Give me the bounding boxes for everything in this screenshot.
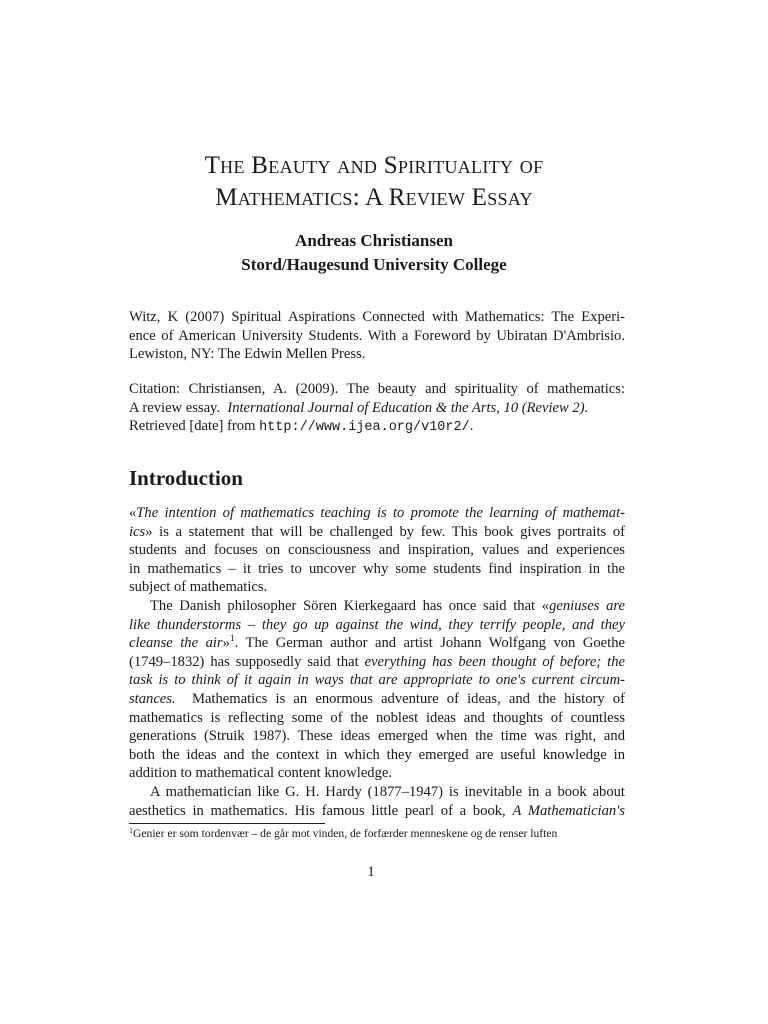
section-heading-introduction: Introduction <box>129 466 243 490</box>
p2-line-1-text: The Danish philosopher Sören Kierkegaard has once said that « <box>150 597 550 614</box>
book-title-italic: A Mathematician's <box>512 802 625 819</box>
guillemet-open: « <box>129 505 137 521</box>
reference-line-1: Witz, K (2007) Spiritual Aspirations Connected with Mathematics: The Experi- <box>129 309 625 325</box>
kierkegaard-quote-start: geniuses are <box>549 597 625 614</box>
author-block <box>120 229 628 277</box>
title-line-2: Mathematics: A Review Essay <box>215 184 533 211</box>
citation-block <box>129 380 625 438</box>
p1-line-1 <box>129 504 625 523</box>
reference-line-3: Lewiston, NY: The Edwin Mellen Press. <box>129 346 366 363</box>
p1-line-5: subject of mathematics. <box>129 579 268 596</box>
footnote-text: Genier er som tordenvær – de går mot vinden, de forfærder menneskene og de renser luften <box>133 827 558 840</box>
citation-period: . <box>469 418 474 435</box>
p2-line-9: both the ideas and the context in which they emerged are useful knowledge in <box>129 746 625 763</box>
p2-line-6 <box>129 690 625 709</box>
author-affiliation: Stord/Haugesund University College <box>241 255 507 274</box>
p2-line-3-text: . The German author and artist Johann Wolfgang von Goethe <box>234 635 625 652</box>
title-line-1: The Beauty and Spirituality of <box>204 152 544 179</box>
p2-line-7: mathematics is reflecting some of the noblest ideas and thoughts of countless <box>129 709 625 726</box>
body-text <box>129 504 625 820</box>
footnote-marker[interactable]: 1 <box>229 634 235 645</box>
kierkegaard-quote: like thunderstorms – they go up against the wind, they terrify people, and they <box>129 616 625 633</box>
p2-line-5 <box>129 671 625 690</box>
p1-line-3: students and focuses on consciousness and inspiration, values and experiences <box>129 542 625 559</box>
citation-line-1: Citation: Christiansen, A. (2009). The beauty and spirituality of mathematics: <box>129 381 625 397</box>
p2-line-3 <box>129 634 625 653</box>
guillemet-close: » <box>222 635 230 652</box>
journal-name: International Journal of Education & the Arts, 10 (Review 2). <box>227 399 589 416</box>
retrieved-text: Retrieved [date] from <box>129 418 256 435</box>
footnote-mark: 1 <box>129 826 133 835</box>
p1-line-2-text: » is a statement that will be challenged by few. This book gives portraits of <box>145 523 625 540</box>
kierkegaard-quote-end: cleanse the air <box>129 635 223 652</box>
p2-line-1 <box>129 597 625 616</box>
quote-italic-end: ics <box>129 523 146 540</box>
p2-line-8: generations (Struik 1987). These ideas emerged when the time was right, and <box>129 728 625 745</box>
quote-italic: The intention of mathematics teaching is to promote the learning of mathemat- <box>136 505 625 521</box>
p3-line-2-text: aesthetics in mathematics. His famous little pearl of a book, <box>129 802 506 819</box>
reference-line-2: ence of American University Students. With a Foreword by Ubiratan D'Ambrisio. <box>129 327 625 344</box>
goethe-quote-end: stances. <box>129 690 176 707</box>
p1-line-4: in mathematics – it tries to uncover why some students find inspiration in the <box>129 560 625 577</box>
p2-line-4-text: (1749–1832) has supposedly said that <box>129 653 359 670</box>
goethe-quote-start: everything has been thought of before; the <box>364 653 625 670</box>
p2-line-4 <box>129 653 625 672</box>
footnote-rule <box>129 823 325 824</box>
footnote <box>129 826 625 841</box>
p2-line-2 <box>129 616 625 635</box>
citation-label: A review essay. <box>129 399 221 416</box>
page-number: 1 <box>367 864 375 880</box>
p2-line-10: addition to mathematical content knowledge. <box>129 765 393 782</box>
citation-line-2 <box>129 399 625 418</box>
p3-line-2 <box>129 802 625 821</box>
book-reference <box>129 308 625 364</box>
citation-url[interactable]: http://www.ijea.org/v10r2/ <box>259 420 470 436</box>
p3-line-1: A mathematician like G. H. Hardy (1877–1947) is inevitable in a book about <box>150 783 625 800</box>
paper-title <box>120 150 628 214</box>
goethe-quote: task is to think of it again in ways that are appropriate to one's current circum- <box>129 672 625 689</box>
citation-line-3 <box>129 417 625 438</box>
author-name: Andreas Christiansen <box>295 231 453 250</box>
p1-line-2 <box>129 523 625 542</box>
p2-line-6-text: Mathematics is an enormous adventure of ideas, and the history of <box>191 690 625 707</box>
